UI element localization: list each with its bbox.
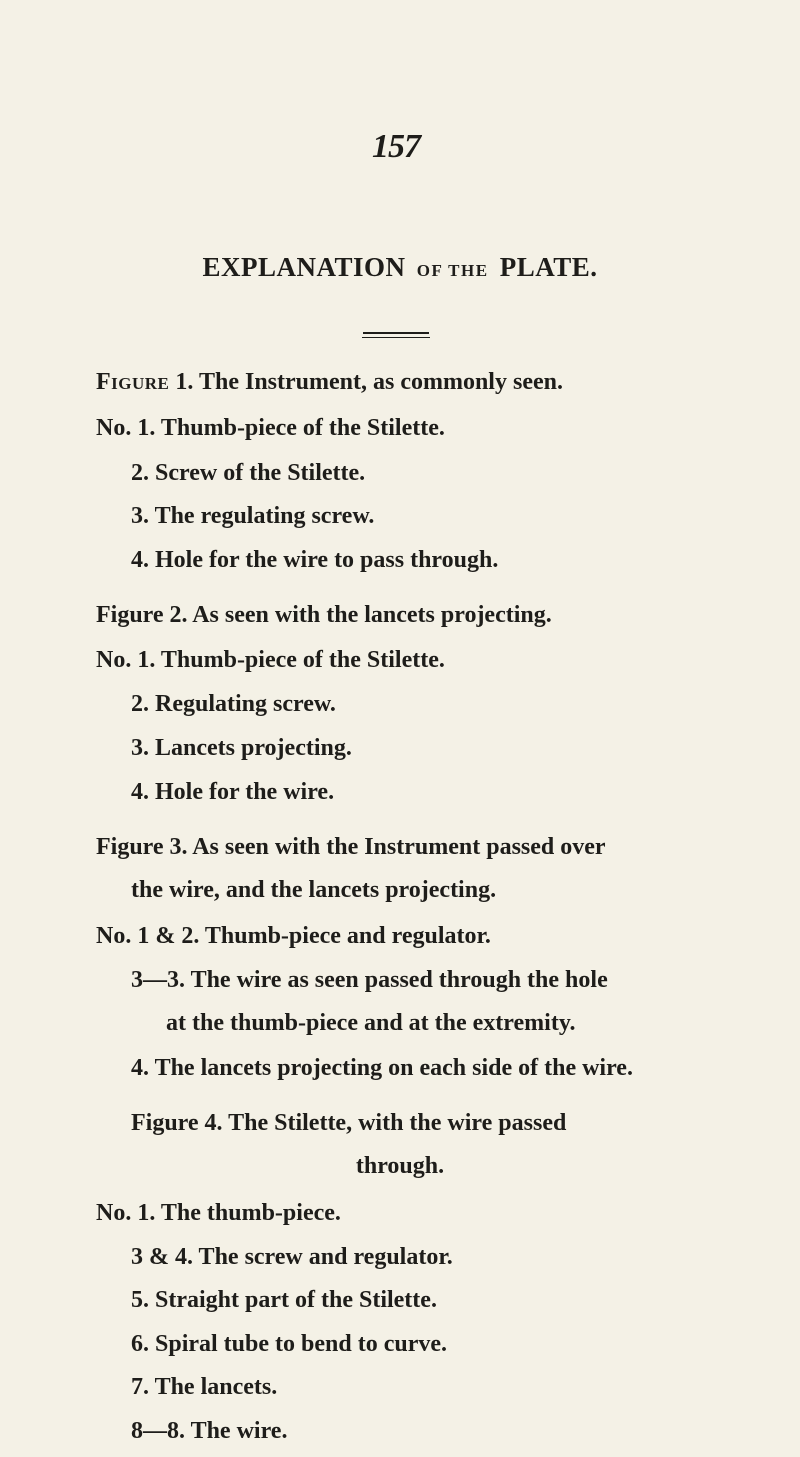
figure-3-item-1: No. 1 & 2. Thumb-piece and regulator. <box>96 922 491 949</box>
figure-4-heading: Figure 4. The Stilette, with the wire passed <box>131 1110 567 1137</box>
figure-1-item-1: No. 1. Thumb-piece of the Stilette. <box>96 414 445 441</box>
figure-1-heading-label: Figure <box>96 369 170 395</box>
figure-3-item-2: 3—3. The wire as seen passed through the hole <box>131 967 608 994</box>
figure-4-item-5: 7. The lancets. <box>131 1374 278 1401</box>
figure-2-item-1: No. 1. Thumb-piece of the Stilette. <box>96 647 445 674</box>
figure-4-item-4: 6. Spiral tube to bend to curve. <box>131 1331 448 1358</box>
figure-4-item-1: No. 1. The thumb-piece. <box>96 1199 341 1226</box>
plate-title <box>0 252 800 283</box>
figure-3-item-2-continued: at the thumb-piece and at the extremity. <box>166 1010 576 1037</box>
figure-3-heading: Figure 3. As seen with the Instrument passed over <box>96 833 606 860</box>
figure-3-heading-continued: the wire, and the lancets projecting. <box>131 876 497 903</box>
figure-2-item-2: 2. Regulating screw. <box>131 691 336 718</box>
plate-title-main: EXPLANATION <box>202 252 406 282</box>
figure-1-heading-text: 1. The Instrument, as commonly seen. <box>169 369 563 395</box>
figure-4-item-2: 3 & 4. The screw and regulator. <box>131 1243 453 1270</box>
page-number: 157 <box>372 128 420 165</box>
figure-2-heading: Figure 2. As seen with the lancets projecting. <box>96 602 552 629</box>
figure-1-item-2: 2. Screw of the Stilette. <box>131 459 366 486</box>
plate-title-end: PLATE. <box>499 252 598 282</box>
plate-title-connector: OF THE <box>416 261 489 280</box>
figure-1-heading <box>96 370 563 394</box>
figure-4-heading-continued: through. <box>355 1153 445 1180</box>
figure-4-item-6: 8—8. The wire. <box>131 1418 288 1444</box>
figure-4-item-3: 5. Straight part of the Stilette. <box>131 1287 437 1314</box>
figure-2-item-4: 4. Hole for the wire. <box>131 778 335 805</box>
figure-1-item-4: 4. Hole for the wire to pass through. <box>131 547 499 574</box>
divider-rule <box>363 332 429 334</box>
figure-3-item-3: 4. The lancets projecting on each side of the wire. <box>131 1054 633 1081</box>
figure-2-item-3: 3. Lancets projecting. <box>131 734 352 761</box>
divider-rule-thin <box>362 337 430 338</box>
figure-1-item-3: 3. The regulating screw. <box>131 503 375 530</box>
